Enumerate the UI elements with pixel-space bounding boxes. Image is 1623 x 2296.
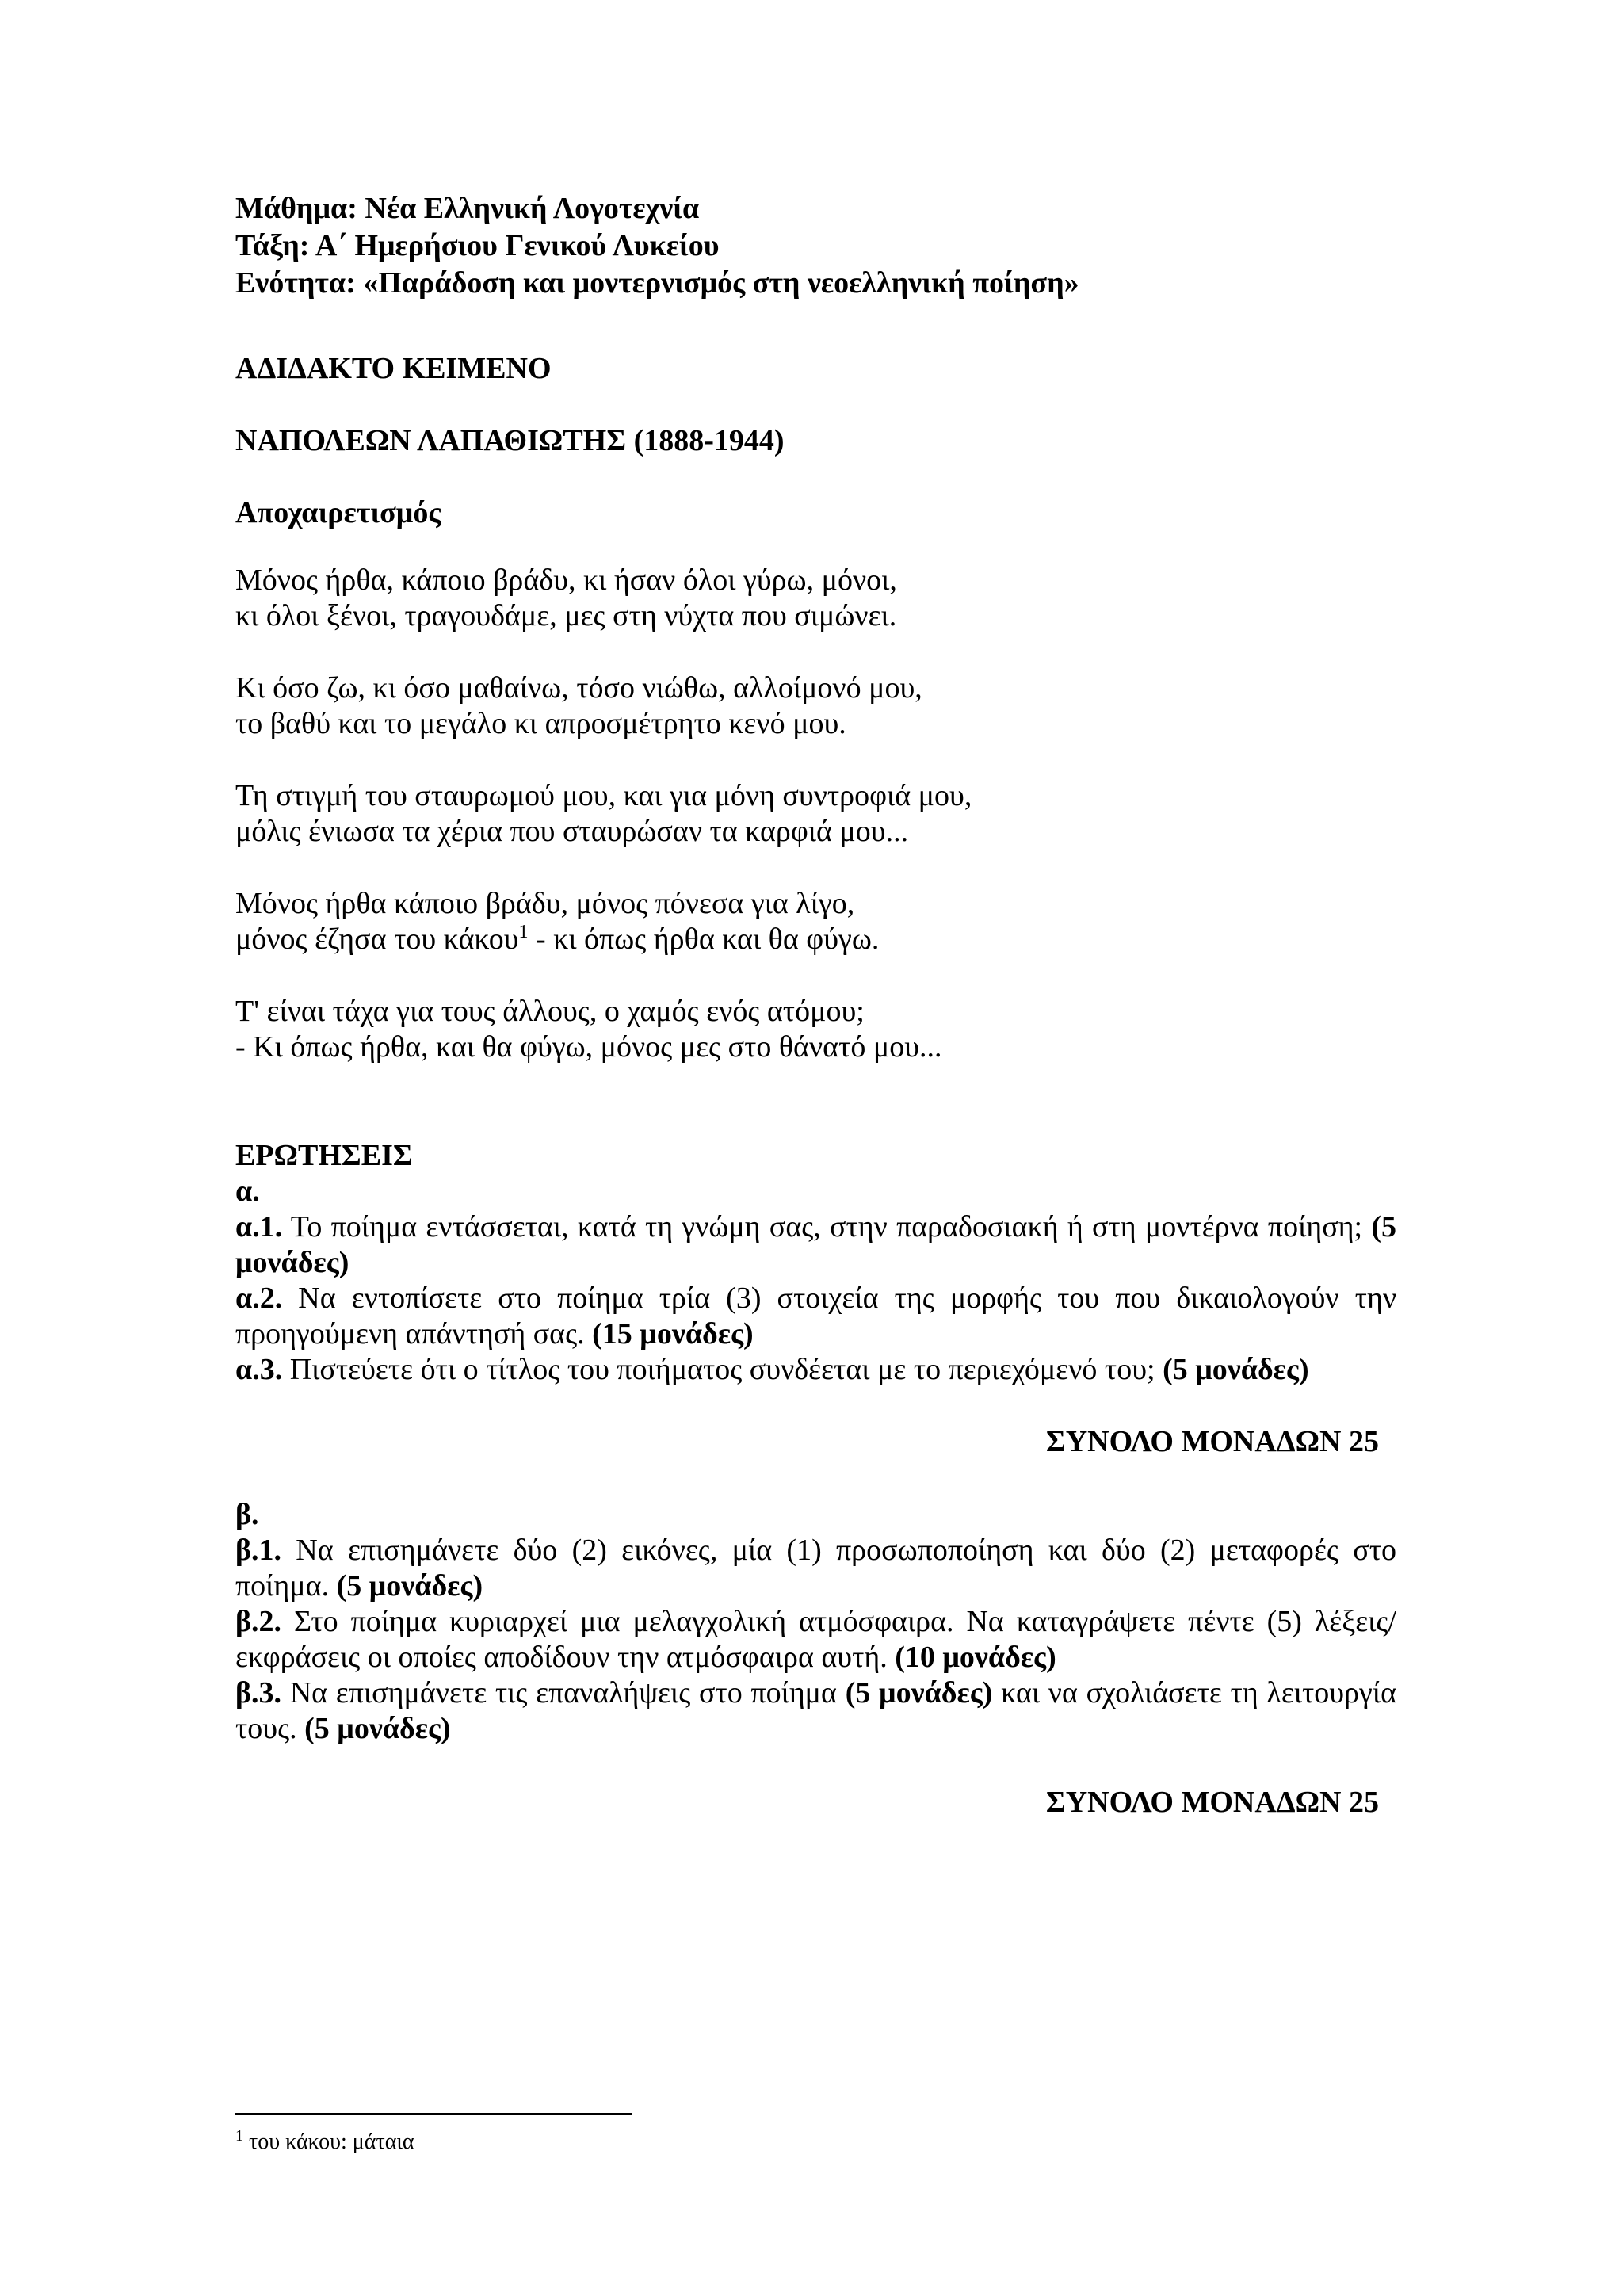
- unit-line: Ενότητα: «Παράδοση και μοντερνισμός στη νεοελληνική ποίηση»: [235, 266, 1079, 300]
- class-line: Τάξη: Α΄ Ημερήσιου Γενικού Λυκείου: [235, 229, 720, 262]
- poem-verse: κι όλοι ξένοι, τραγουδάμε, μες στη νύχτα που σιμώνει.: [235, 599, 897, 632]
- footnote-text: του κάκου: μάταια: [243, 2130, 414, 2154]
- author-line: ΝΑΠΟΛΕΩΝ ΛΑΠΑΘΙΩΤΗΣ (1888-1944): [235, 424, 785, 457]
- footnote: [235, 2129, 414, 2156]
- question-points: (15 μονάδες): [592, 1317, 754, 1350]
- question-number: β.3.: [235, 1676, 282, 1710]
- poem-verse: Μόνος ήρθα κάποιο βράδυ, μόνος πόνεσα για λίγο,: [235, 887, 855, 920]
- poem-verse: μόλις ένιωσα τα χέρια που σταυρώσαν τα καρφιά μου...: [235, 815, 909, 848]
- question-number: α.3.: [235, 1353, 283, 1386]
- question-a2: [235, 1281, 1396, 1352]
- verse-part: - κι όπως ήρθα και θα φύγω.: [528, 923, 880, 956]
- section-a-label: α.: [235, 1175, 260, 1208]
- question-b3: [235, 1675, 1396, 1747]
- document-header: [235, 190, 1396, 302]
- poem-verse: - Κι όπως ήρθα, και θα φύγω, μόνος μες στο θάνατό μου...: [235, 1030, 942, 1064]
- document-page: [235, 190, 1396, 1820]
- section-b-total: ΣΥΝΟΛΟ ΜΟΝΑΔΩΝ 25: [1045, 1786, 1379, 1819]
- question-text: Στο ποίημα κυριαρχεί μια μελαγχολική ατμόσφαιρα. Να καταγράψετε πέντε (5) λέξεις/εκφράσεις οι οποίες αποδίδουν την ατμόσφαιρα αυτή.: [235, 1605, 1396, 1674]
- footnote-separator: [235, 2113, 632, 2115]
- question-text: και να σχολιάσετε τη λειτουργία τους.: [235, 1676, 1396, 1745]
- question-text: Το ποίημα εντάσσεται, κατά τη γνώμη σας, στην παραδοσιακή ή στη μοντέρνα ποίηση;: [282, 1210, 1372, 1244]
- question-text: Να επισημάνετε δύο (2) εικόνες, μία (1) προσωποποίηση και δύο (2) μεταφορές στο ποίημα.: [235, 1534, 1396, 1603]
- subject-line: Μάθημα: Νέα Ελληνική Λογοτεχνία: [235, 192, 700, 225]
- question-a3: [235, 1352, 1396, 1388]
- question-points: (5 μονάδες): [1163, 1353, 1309, 1386]
- footnote-reference: 1: [518, 922, 529, 942]
- poem-stanza-3: [235, 778, 1396, 850]
- question-number: β.1.: [235, 1534, 282, 1567]
- question-points: (5 μονάδες): [336, 1569, 483, 1603]
- poem-title: Αποχαιρετισμός: [235, 496, 441, 529]
- poem-stanza-4: [235, 886, 1396, 957]
- question-number: α.2.: [235, 1282, 283, 1315]
- question-text: Να επισημάνετε τις επαναλήψεις στο ποίημα: [281, 1676, 846, 1710]
- poem-stanza-2: [235, 670, 1396, 742]
- question-points: (10 μονάδες): [895, 1641, 1056, 1674]
- poem-verse: το βαθύ και το μεγάλο κι απροσμέτρητο κενό μου.: [235, 707, 846, 740]
- question-number: β.2.: [235, 1605, 282, 1638]
- poem-verse: Κι όσο ζω, κι όσο μαθαίνω, τόσο νιώθω, αλλοίμονό μου,: [235, 671, 922, 705]
- poem-verse: [235, 922, 1396, 957]
- question-points: (5 μονάδες): [235, 1210, 1396, 1279]
- section-a-total: ΣΥΝΟΛΟ ΜΟΝΑΔΩΝ 25: [1045, 1425, 1379, 1458]
- question-text: Να εντοπίσετε στο ποίημα τρία (3) στοιχεία της μορφής του που δικαιολογούν την προηγούμενη απάντησή σας.: [235, 1282, 1396, 1350]
- question-b1: [235, 1533, 1396, 1604]
- poem-stanza-5: [235, 994, 1396, 1065]
- poem-verse: Μόνος ήρθα, κάποιο βράδυ, κι ήσαν όλοι γύρω, μόνοι,: [235, 563, 897, 597]
- verse-part: μόνος έζησα του κάκου: [235, 923, 519, 956]
- poem-verse: Τη στιγμή του σταυρωμού μου, και για μόνη συντροφιά μου,: [235, 779, 972, 812]
- question-points: (5 μονάδες): [304, 1712, 451, 1745]
- questions-heading: ΕΡΩΤΗΣΕΙΣ: [235, 1139, 413, 1172]
- question-a1: [235, 1209, 1396, 1281]
- questions-section: [235, 1138, 1396, 1820]
- poem-verse: Τ' είναι τάχα για τους άλλους, ο χαμός ενός ατόμου;: [235, 995, 865, 1028]
- question-text: Πιστεύετε ότι ο τίτλος του ποιήματος συνδέεται με το περιεχόμενό του;: [282, 1353, 1163, 1386]
- text-title: ΑΔΙΔΑΚΤΟ ΚΕΙΜΕΝΟ: [235, 352, 552, 385]
- question-b2: [235, 1604, 1396, 1675]
- question-points: (5 μονάδες): [845, 1676, 993, 1710]
- footnote-mark: 1: [235, 2127, 243, 2145]
- question-number: α.1.: [235, 1210, 283, 1244]
- poem: [235, 563, 1396, 1065]
- section-b-label: β.: [235, 1498, 259, 1531]
- poem-stanza-1: [235, 563, 1396, 634]
